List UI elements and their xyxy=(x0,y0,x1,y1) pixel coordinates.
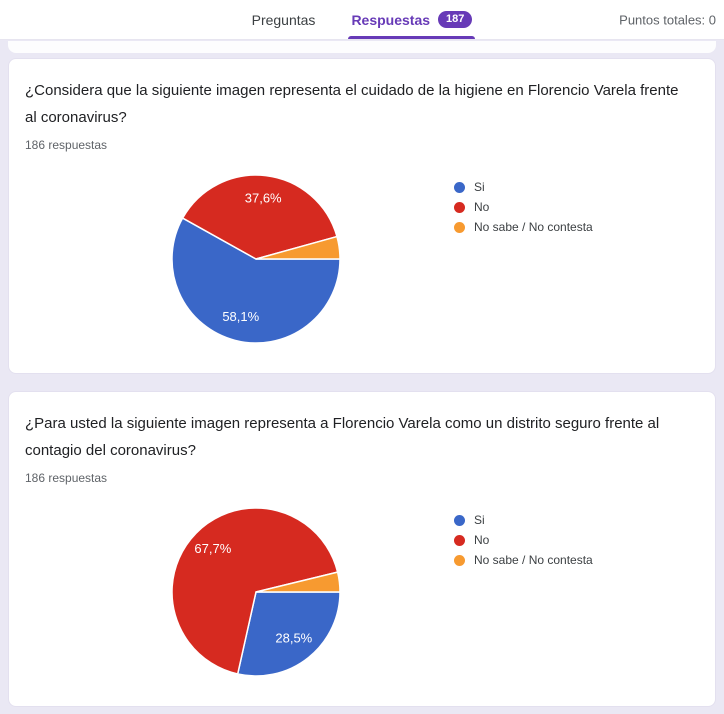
question-title: ¿Para usted la siguiente imagen representa a Florencio Varela como un distrito seguro frente al contagio del coronavirus? xyxy=(25,415,660,459)
legend-label: No sabe / No contesta xyxy=(474,220,593,234)
legend-dot-red xyxy=(454,202,465,213)
legend-dot-red xyxy=(454,535,465,546)
chart-row xyxy=(25,173,699,345)
legend-label: Si xyxy=(474,180,485,194)
legend-item-no xyxy=(454,533,593,547)
legend-label: No xyxy=(474,533,490,547)
tab-preguntas-label: Preguntas xyxy=(251,11,316,28)
legend-item-no xyxy=(454,200,593,214)
pie-chart xyxy=(170,506,342,678)
chart-legend xyxy=(454,513,593,567)
pie-chart-container xyxy=(170,173,342,345)
question-card-1 xyxy=(8,58,716,374)
tab-respuestas-label: Respuestas xyxy=(351,11,431,28)
previous-card-bottom-edge xyxy=(8,41,716,53)
question-title: ¿Considera que la siguiente imagen representa el cuidado de la higiene en Florencio Varela frente al coronavirus? xyxy=(25,82,679,126)
svg-text:67,7%: 67,7% xyxy=(194,541,232,557)
legend-dot-blue xyxy=(454,182,465,193)
legend-item-nosabe xyxy=(454,553,593,567)
chart-legend xyxy=(454,180,593,234)
responses-count-badge: 187 xyxy=(438,11,472,28)
responses-header xyxy=(0,0,724,40)
legend-dot-orange xyxy=(454,555,465,566)
legend-item-nosabe xyxy=(454,220,593,234)
question-card-2 xyxy=(8,391,716,707)
pie-chart xyxy=(170,173,342,345)
tab-preguntas[interactable] xyxy=(249,0,319,39)
legend-item-si xyxy=(454,513,593,527)
svg-text:28,5%: 28,5% xyxy=(275,630,313,646)
legend-label: No xyxy=(474,200,490,214)
svg-text:37,6%: 37,6% xyxy=(244,190,282,206)
legend-item-si xyxy=(454,180,593,194)
chart-row xyxy=(25,506,699,678)
responses-count-label: 186 respuestas xyxy=(25,138,108,152)
form-tabs xyxy=(249,0,476,39)
legend-dot-blue xyxy=(454,515,465,526)
svg-text:58,1%: 58,1% xyxy=(222,308,260,324)
pie-chart-container xyxy=(170,506,342,678)
legend-label: No sabe / No contesta xyxy=(474,553,593,567)
responses-count-label: 186 respuestas xyxy=(25,471,108,485)
legend-dot-orange xyxy=(454,222,465,233)
legend-label: Si xyxy=(474,513,485,527)
tab-respuestas[interactable] xyxy=(348,0,475,39)
total-points-label: Puntos totales: 0 xyxy=(619,12,716,27)
responses-page xyxy=(0,41,724,707)
